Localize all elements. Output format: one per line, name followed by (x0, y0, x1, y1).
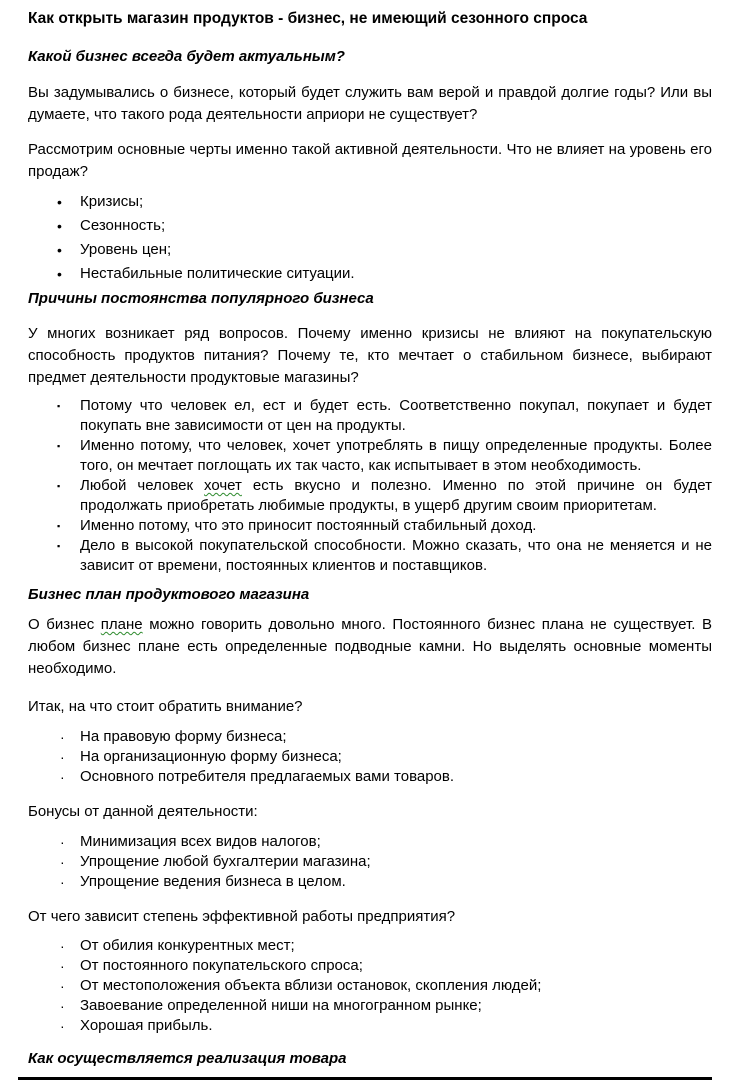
bullet-icon: · (60, 729, 65, 745)
list-item (28, 976, 712, 996)
list-item-text: От местоположения объекта вблизи остановок, скопления людей; (80, 977, 542, 994)
bullet-icon: ▪ (57, 441, 61, 451)
bullet-icon: · (60, 998, 65, 1014)
list-item (28, 727, 712, 747)
list-item (28, 767, 712, 787)
dot-list-attention (28, 727, 712, 787)
list-item-text: Основного потребителя предлагаемых вами товаров. (80, 768, 455, 785)
list-item-text-pre: Любой человек (80, 477, 205, 494)
list-item (28, 516, 712, 536)
list-item (28, 436, 712, 476)
list-item (28, 214, 712, 238)
dot-list-bonuses (28, 832, 712, 892)
list-item-text: Именно потому, что это приносит постоянный стабильный доход. (80, 517, 537, 534)
list-item-text: Кризисы; (80, 193, 144, 210)
list-item (28, 396, 712, 436)
bullet-icon: · (60, 978, 65, 994)
paragraph-text-pre: О бизнес (28, 616, 101, 633)
list-item-text: На организационную форму бизнеса; (80, 748, 342, 765)
paragraph: Итак, на что стоит обратить внимание? (28, 698, 303, 715)
list-item-text: Хорошая прибыль. (80, 1017, 213, 1034)
bullet-icon: ▪ (57, 481, 61, 491)
bullet-icon: · (60, 769, 65, 785)
list-item-text: Потому что человек ел, ест и будет есть. Соответственно покупал, покупает и будет покупать вне зависимости от цен на продукты. (80, 397, 712, 434)
section-heading-reasons: Причины постоянства популярного бизнеса (28, 290, 374, 307)
section-heading-realization: Как осуществляется реализация товара (28, 1050, 347, 1067)
bullet-icon: · (60, 958, 65, 974)
bullet-icon: · (60, 938, 65, 954)
paragraph-text-post: можно говорить довольно много. Постоянного бизнес плана не существует. В любом бизнес плане есть определенные подводные камни. Но выделять основные моменты необходимо. (28, 616, 712, 677)
list-item-text: Дело в высокой покупательской способности. Можно сказать, что она не меняется и не зависит от времени, постоянных клиентов и поставщиков. (80, 537, 712, 574)
bullet-icon: ▪ (57, 401, 61, 411)
list-item (28, 476, 712, 516)
bullet-icon: · (60, 854, 65, 870)
bullet-icon: ▪ (57, 521, 61, 531)
list-item-text: Упрощение любой бухгалтерии магазина; (80, 853, 371, 870)
paragraph: Бонусы от данной деятельности: (28, 803, 258, 820)
list-item-text: Сезонность; (80, 217, 166, 234)
list-item (28, 956, 712, 976)
bullet-icon: • (57, 194, 62, 210)
list-item-text: От обилия конкурентных мест; (80, 937, 295, 954)
bullet-icon: • (57, 218, 62, 234)
list-item (28, 872, 712, 892)
list-item-text: Уровень цен; (80, 241, 172, 258)
document-page (28, 8, 712, 1070)
section-heading-business-relevant: Какой бизнес всегда будет актуальным? (28, 48, 345, 65)
paragraph: У многих возникает ряд вопросов. Почему именно кризисы не влияют на покупательскую способность продуктов питания? Почему те, кто мечтает о стабильном бизнесе, выбирают предмет деятельности продуктовые магазины? (28, 325, 712, 386)
list-item-text: Минимизация всех видов налогов; (80, 833, 321, 850)
bottom-divider (18, 1077, 712, 1080)
paragraph: Вы задумывались о бизнесе, который будет служить вам верой и правдой долгие годы? Или вы думаете, что такого рода деятельности априори не существует? (28, 84, 712, 123)
list-item (28, 536, 712, 576)
list-item (28, 852, 712, 872)
list-item (28, 832, 712, 852)
bullet-icon: · (60, 1018, 65, 1034)
list-item-text-post: есть вкусно и полезно. Именно по этой причине он будет продолжать приобретать любимые продукты, в ущерб другим своим приоритетам. (80, 477, 712, 514)
list-item (28, 238, 712, 262)
paragraph (28, 614, 712, 680)
list-item (28, 936, 712, 956)
paragraph: От чего зависит степень эффективной работы предприятия? (28, 908, 456, 925)
list-item-text: От постоянного покупательского спроса; (80, 957, 363, 974)
list-item-text (80, 476, 712, 516)
spellcheck-underlined-word: плане (100, 616, 143, 633)
bullet-icon: • (57, 266, 62, 282)
list-item-text: Нестабильные политические ситуации. (80, 265, 355, 282)
bullet-icon: • (57, 242, 62, 258)
dot-list-efficiency (28, 936, 712, 1036)
list-item (28, 996, 712, 1016)
bullet-icon: · (60, 834, 65, 850)
bullet-icon: ▪ (57, 541, 61, 551)
list-item-text: Упрощение ведения бизнеса в целом. (80, 873, 346, 890)
bullet-list-sales-factors (28, 190, 712, 286)
list-item-text: Завоевание определенной ниши на многогранном рынке; (80, 997, 482, 1014)
bullet-icon: · (60, 874, 65, 890)
document-title: Как открыть магазин продуктов - бизнес, не имеющий сезонного спроса (28, 10, 588, 27)
list-item-text: На правовую форму бизнеса; (80, 728, 287, 745)
list-item (28, 190, 712, 214)
list-item (28, 747, 712, 767)
section-heading-business-plan: Бизнес план продуктового магазина (28, 586, 310, 603)
spellcheck-underlined-word: хочет (204, 477, 242, 494)
bullet-icon: · (60, 749, 65, 765)
list-item (28, 1016, 712, 1036)
list-item-text: Именно потому, что человек, хочет употреблять в пищу определенные продукты. Более того, он мечтает поглощать их так часто, как испытывает в этом необходимость. (80, 437, 712, 474)
bullet-list-reasons (28, 396, 712, 576)
paragraph: Рассмотрим основные черты именно такой активной деятельности. Что не влияет на уровень его продаж? (28, 141, 712, 180)
list-item (28, 262, 712, 286)
